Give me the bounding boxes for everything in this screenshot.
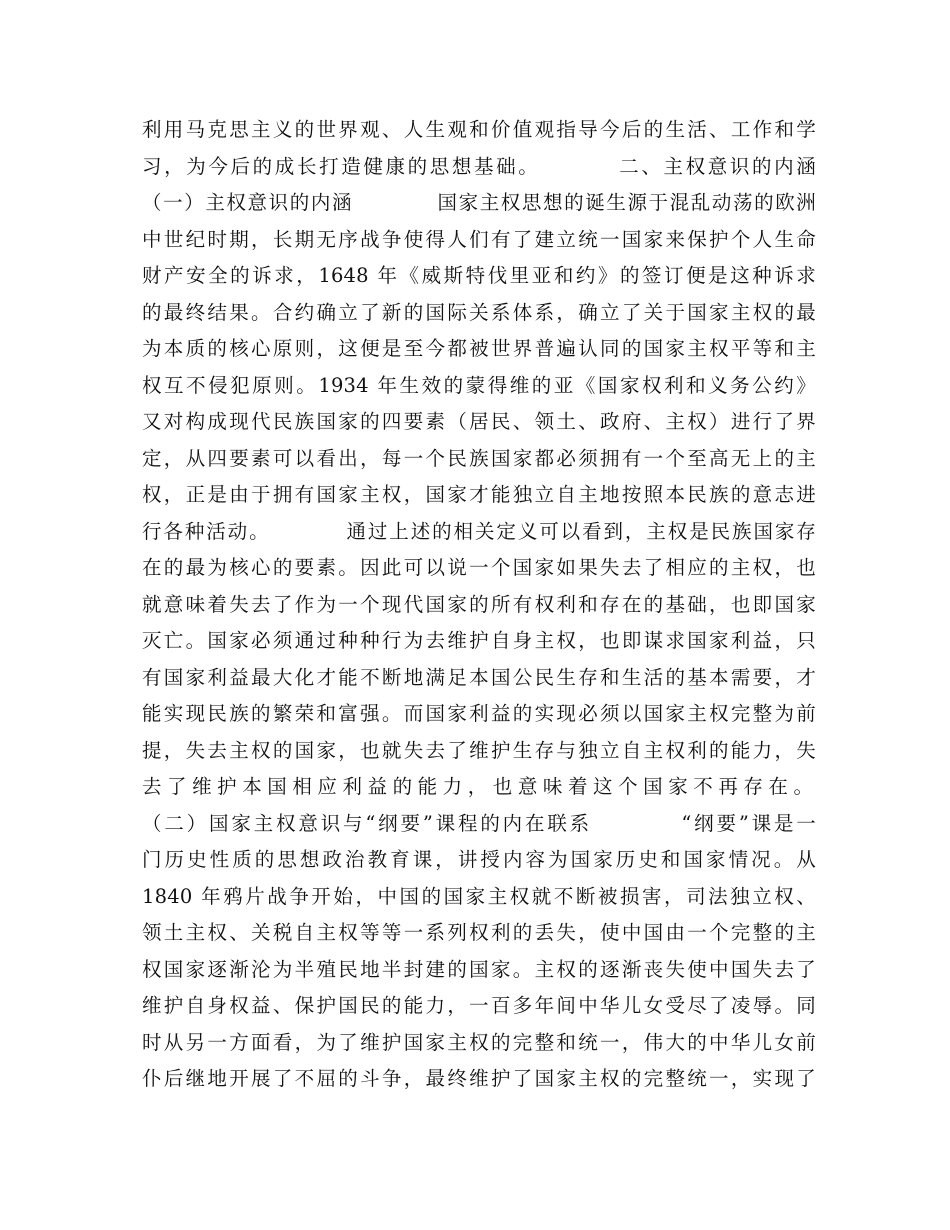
text-line: 权国家逐渐沦为半殖民地半封建的国家。主权的逐渐丧失使中国失去了 (142, 957, 816, 981)
text-line: 灭亡。国家必须通过种种行为去维护自身主权，也即谋求国家利益，只 (142, 629, 816, 652)
text-line: 能实现民族的繁荣和富强。而国家利益的实现必须以国家主权完整为前 (142, 702, 816, 725)
text-line: 权，正是由于拥有国家主权，国家才能独立自主地按照本民族的意志进 (142, 483, 816, 506)
text-line: 有国家利益最大化才能不断地满足本国公民生存和生活的基本需要，才 (142, 665, 816, 689)
text-line: 利用马克思主义的世界观、人生观和价值观指导今后的生活、工作和学 (142, 118, 816, 141)
text-line: 中世纪时期，长期无序战争使得人们有了建立统一国家来保护个人生命 (142, 227, 816, 251)
text-line: 在的最为核心的要素。因此可以说一个国家如果失去了相应的主权，也 (142, 556, 816, 579)
text-line: 习，为今后的成长打造健康的思想基础。 二、主权意识的内涵 (142, 154, 816, 178)
text-line: 的最终结果。合约确立了新的国际关系体系，确立了关于国家主权的最 (142, 300, 816, 324)
text-line: 就意味着失去了作为一个现代国家的所有权利和存在的基础，也即国家 (142, 592, 816, 616)
text-line: 领土主权、关税自主权等等一系列权利的丢失，使中国由一个完整的主 (142, 921, 816, 944)
text-line: 又对构成现代民族国家的四要素（居民、领土、政府、主权）进行了界 (142, 410, 816, 433)
text-line: 提，失去主权的国家，也就失去了维护生存与独立自主权利的能力，失 (142, 738, 816, 762)
text-line: 财产安全的诉求，1648 年《威斯特伐里亚和约》的签订便是这种诉求 (142, 264, 816, 287)
text-line: 维护自身权益、保护国民的能力，一百多年间中华儿女受尽了凌辱。同 (142, 994, 816, 1017)
text-line: （一）主权意识的内涵 国家主权思想的诞生源于混乱动荡的欧洲 (142, 191, 816, 214)
text-line: 权互不侵犯原则。1934 年生效的蒙得维的亚《国家权利和义务公约》 (142, 373, 816, 397)
text-line: （二）国家主权意识与“纲要”课程的内在联系 “纲要”课是一 (142, 811, 816, 835)
text-line: 仆后继地开展了不屈的斗争，最终维护了国家主权的完整统一，实现了 (142, 1067, 816, 1090)
text-line: 去了维护本国相应利益的能力，也意味着这个国家不再存在。 (142, 775, 816, 798)
text-line: 时从另一方面看，为了维护国家主权的完整和统一，伟大的中华儿女前 (142, 1030, 816, 1054)
text-line: 行各种活动。 通过上述的相关定义可以看到，主权是民族国家存 (142, 519, 816, 543)
text-line: 定，从四要素可以看出，每一个民族国家都必须拥有一个至高无上的主 (142, 446, 816, 470)
text-line: 1840 年鸦片战争开始，中国的国家主权就不断被损害，司法独立权、 (142, 884, 816, 908)
text-line: 门历史性质的思想政治教育课，讲授内容为国家历史和国家情况。从 (142, 848, 816, 871)
text-line: 为本质的核心原则，这便是至今都被世界普遍认同的国家主权平等和主 (142, 337, 816, 360)
body-text (142, 112, 816, 1098)
